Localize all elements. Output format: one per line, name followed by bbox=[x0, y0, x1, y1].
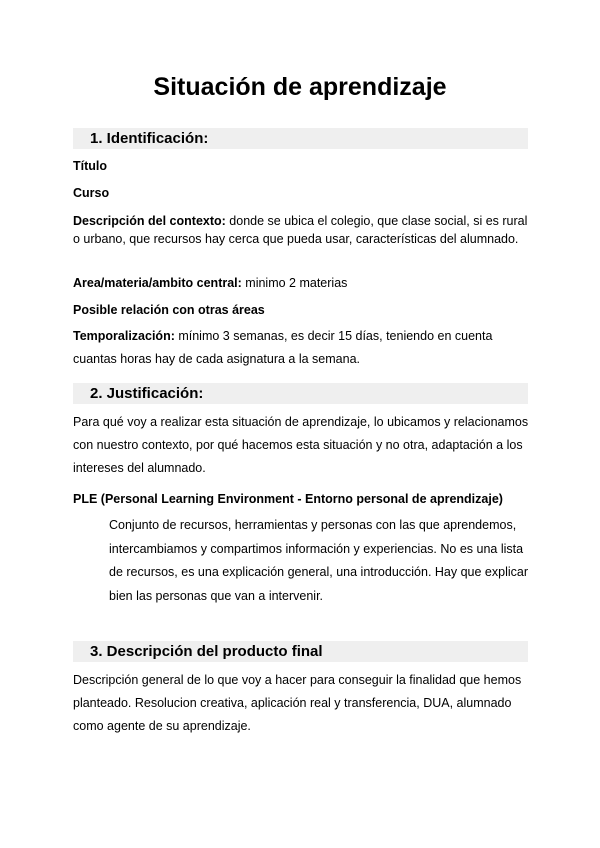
document-title: Situación de aprendizaje bbox=[153, 73, 447, 101]
temporalizacion-text: mínimo 3 semanas, es decir 15 días, teniendo en cuenta cuantas horas hay de cada asignatura a la semana. bbox=[73, 329, 493, 366]
contexto-text: donde se ubica el colegio, que clase social, si es rural o urbano, que recursos hay cerca que pueda usar, características del alumnado. bbox=[73, 214, 528, 246]
curso-label: Curso bbox=[73, 186, 110, 200]
contexto-label: Descripción del contexto: bbox=[73, 214, 226, 228]
temporalizacion-paragraph bbox=[73, 325, 533, 371]
section-heading-justificacion: 2. Justificación: bbox=[73, 383, 528, 404]
area-paragraph bbox=[73, 274, 533, 292]
producto-final-paragraph: Descripción general de lo que voy a hacer para conseguir la finalidad que hemos planteado. Resolucion creativa, aplicación real y transferencia, DUA, alumnado como agente de su aprendizaje. bbox=[73, 673, 522, 733]
justificacion-paragraph: Para qué voy a realizar esta situación de aprendizaje, lo ubicamos y relacionamos con nuestro contexto, por qué hacemos esta situación y no otra, adaptación a los intereses del alumnado. bbox=[73, 415, 529, 475]
ple-paragraph: Conjunto de recursos, herramientas y personas con las que aprendemos, intercambiamos y compartimos información y experiencias. No es una lista de recursos, es una explicación general, una introducción. Hay que explicar bien las personas que van a intervenir. bbox=[109, 518, 528, 603]
temporalizacion-label: Temporalización: bbox=[73, 329, 175, 343]
area-label: Area/materia/ambito central: bbox=[73, 276, 242, 290]
section-heading-producto-final: 3. Descripción del producto final bbox=[73, 641, 528, 662]
titulo-label: Título bbox=[73, 159, 108, 173]
ple-heading: PLE (Personal Learning Environment - Entorno personal de aprendizaje) bbox=[73, 492, 503, 506]
section-heading-identificacion: 1. Identificación: bbox=[73, 128, 528, 149]
relacion-label: Posible relación con otras áreas bbox=[73, 303, 265, 317]
area-text: minimo 2 materias bbox=[241, 276, 348, 290]
contexto-paragraph bbox=[73, 212, 533, 248]
